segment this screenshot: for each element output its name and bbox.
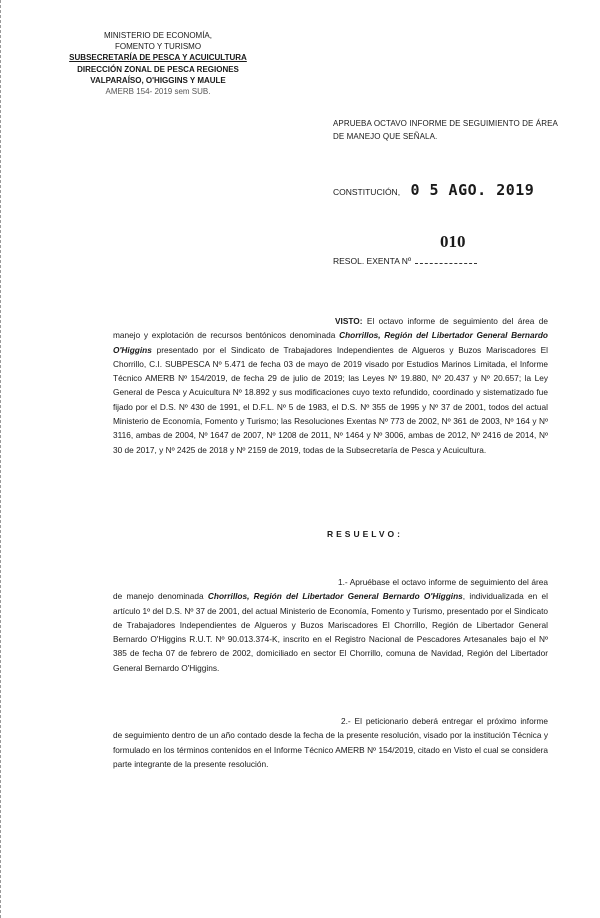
resolution-summary: APRUEBA OCTAVO INFORME DE SEGUIMIENTO DE ÁREA DE MANEJO QUE SEÑALA. [333, 119, 558, 141]
ministry-name-2: FOMENTO Y TURISMO [114, 42, 202, 52]
resolution-label: RESOL. EXENTA Nº [333, 256, 412, 266]
place-date-line [333, 181, 534, 199]
scan-edge [0, 0, 4, 918]
item-1-area-name: Chorrillos, Región del Libertador General Bernardo O'Higgins [207, 591, 463, 602]
ministry-name: MINISTERIO DE ECONOMÍA, [103, 31, 212, 40]
resuelvo-heading: RESUELVO: [327, 529, 403, 539]
visto-area-name: Chorrillos, Región del Libertador General Bernardo O'Higgins [113, 330, 548, 355]
date-stamp: 0 5 AGO. 2019 [410, 181, 535, 199]
subsecretariat-name: SUBSECRETARÍA DE PESCA Y ACUICULTURA [69, 53, 247, 63]
item-1-text-1: 1.- Apruébase el octavo informe de seguimiento del área de manejo denominada [113, 577, 548, 602]
item-1-paragraph [113, 575, 548, 675]
issuer-header [58, 30, 258, 97]
visto-label: VISTO: [335, 316, 363, 326]
resolution-label-line [333, 256, 477, 266]
item-2-paragraph: 2.- El peticionario deberá entregar el próximo informe de seguimiento dentro de un año contado desde la fecha de la presente resolución, visado por la institución Técnica y formulado en los términos contenidos en el Informe Técnico AMERB Nº 154/2019, citado en Visto el cual se considera parte integrante de la presente resolución. [113, 716, 548, 769]
visto-text-2: presentado por el Sindicato de Trabajadores Independientes de Algueros y Buzos Mariscadores El Chorrillo, C.I. SUBPESCA Nº 5.471 de fecha 03 de mayo de 2019 visado por Estudios Marinos Limitada, el Informe Técnico AMERB Nº 154/2019, de fecha 29 de julio de 2019; las Leyes Nº 19.880, Nº 20.437 y Nº 20.657; la Ley General de Pesca y Acuicultura Nº 18.892 y sus modificaciones cuyo texto refundido, coordinado y sistematizado fue fijado por el D.S. Nº 430 de 1991, el D.F.L. Nº 5 de 1983, el D.S. Nº 355 de 1995 y Nº 37 de 2001, todos del actual Ministerio de Economía, Fomento y Turismo; las Resoluciones Exentas Nº 773 de 2002, Nº 361 de 2003, Nº 164 y Nº 3116, ambas de 2004, Nº 1647 de 2007, Nº 1208 de 2011, Nº 1464 y Nº 3006, ambas de 2012, Nº 2416 de 2014, Nº 30 de 2017, y Nº 2425 de 2018 y Nº 2159 de 2019, todas de la Subsecretaría de Pesca y Acuicultura. [113, 344, 548, 455]
blank-line [415, 263, 477, 264]
reference-code: AMERB 154- 2019 sem SUB. [105, 87, 211, 97]
zonal-direction: DIRECCIÓN ZONAL DE PESCA REGIONES [77, 64, 239, 74]
resolution-number: 010 [440, 232, 466, 251]
visto-text-1: El octavo informe de seguimiento del área de manejo y explotación de recursos bentónicos denominada [113, 316, 548, 341]
visto-paragraph [113, 314, 548, 457]
item-1-text-2: , individualizada en el artículo 1º del D.S. Nº 37 de 2001, del actual Ministerio de Economía, Fomento y Turismo, presentado por el Sindicato de Trabajadores Independientes de Algueros y Buzos Mariscadores El Chorrillo, Región de Libertador General Bernardo O'Higgins R.U.T. Nº 90.013.374-K, inscrito en el Registro Nacional de Pescadores Artesanales bajo el Nº 385 de fecha 07 de febrero de 2002, domiciliado en sector El Chorrillo, comuna de Navidad, Región del Libertador General Bernardo O'Higgins. [113, 591, 549, 673]
place: CONSTITUCIÓN, [333, 187, 401, 197]
regions-line: VALPARAÍSO, O'HIGGINS Y MAULE [90, 75, 226, 85]
